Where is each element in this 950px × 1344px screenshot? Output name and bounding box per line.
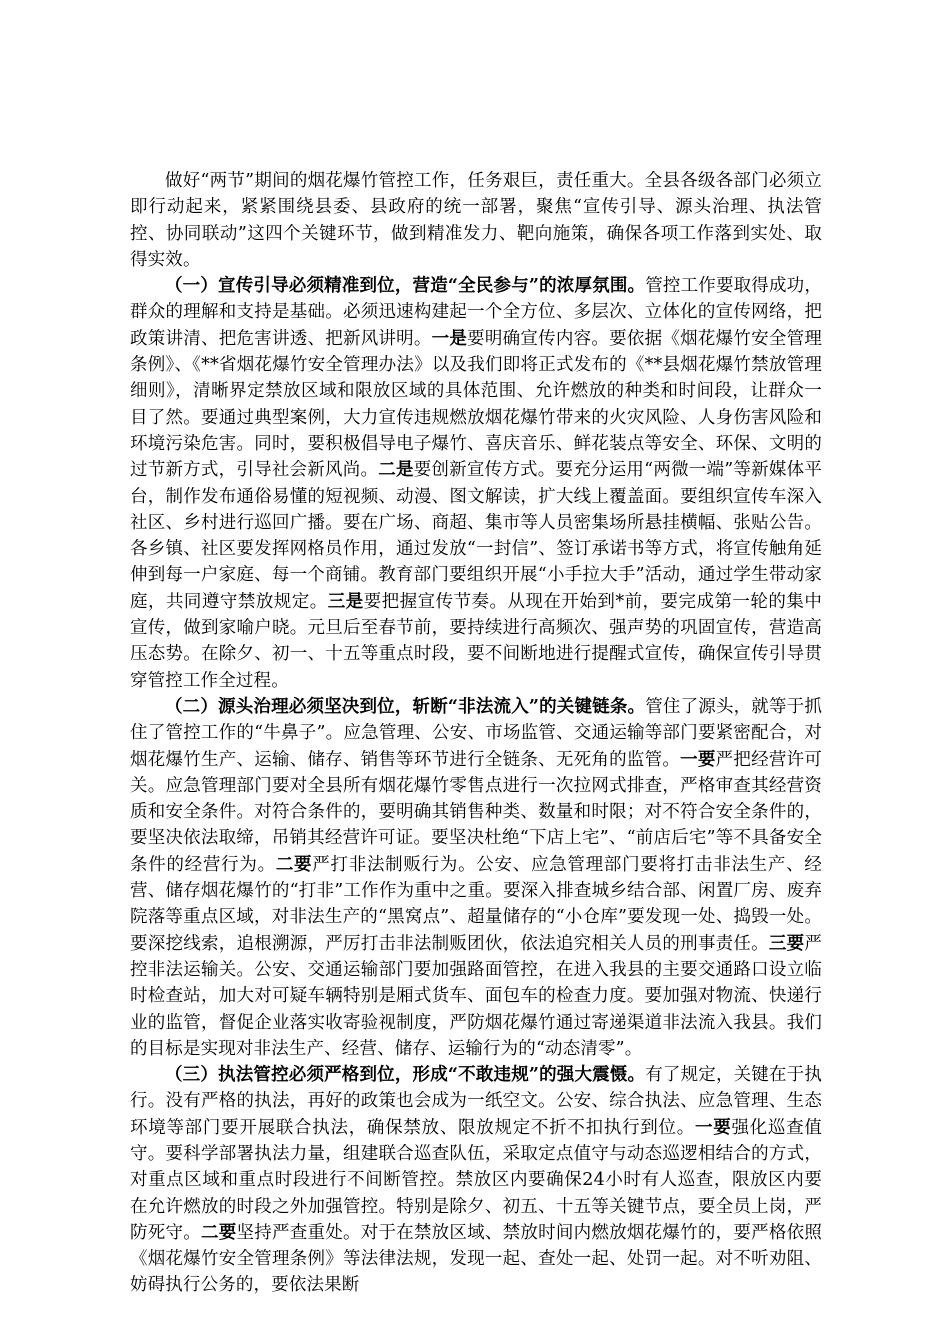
section-lead: 有了规定，关键在于执行。没有严格的执法，再好的政策也会成为一纸空文。公安、综合执法、应急管理、生态环境等部门要开展联合执法，确保禁放、限放规定不折不扣执行到位。 <box>130 1065 822 1138</box>
intro-paragraph <box>130 168 822 273</box>
point-keyword: 三是 <box>327 591 364 612</box>
point-text: 严控非法运输关。公安、交通运输部门要加强路面管控，在进入我县的主要交通路口设立临时检查站，加大对可疑车辆特别是厢式货车、面包车的检查力度。要加强对物流、快递行业的监管，督促企业落实收寄验视制度，严防烟花爆竹通过寄递渠道非法流入我县。我们的目标是实现对非法生产、经营、储存、运输行为的“动态清零”。 <box>130 933 822 1059</box>
point-text: 要创新宣传方式。要充分运用“两微一端”等新媒体平台，制作发布通俗易懂的短视频、动漫、图文解读，扩大线上覆盖面。要组织宣传车深入社区、乡村进行巡回广播。要在广场、商超、集市等人员密集场所悬挂横幅、张贴公告。各乡镇、社区要发挥网格员作用，通过发放“一封信”、签订承诺书等方式，将宣传触角延伸到每一户家庭、每一个商铺。教育部门要组织开展“小手拉大手”活动，通过学生带动家庭，共同遵守禁放规定。 <box>130 460 822 612</box>
section-lead: 管住了源头，就等于抓住了管控工作的“牛鼻子”。应急管理、公安、市场监管、交通运输等部门要紧密配合，对烟花爆竹生产、运输、储存、销售等环节进行全链条、无死角的监管。 <box>130 696 822 770</box>
point-keyword: 二要 <box>200 1222 237 1243</box>
point-text: 坚持严查重处。对于在禁放区域、禁放时间内燃放烟花爆竹的，要严格依照《烟花爆竹安全管理条例》等法律法规，发现一起、查处一起、处罚一起。对不听劝阻、妨碍执行公务的，要依法果断 <box>130 1222 822 1296</box>
point-text: 要明确宣传内容。要依据《烟花爆竹安全管理条例》、《**省烟花爆竹安全管理办法》以及我们即将正式发布的《**县烟花爆竹禁放管理细则》，清晰界定禁放区域和限放区域的具体范围、允许燃放的种类和时间段，让群众一目了然。要通过典型案例，大力宣传违规燃放烟花爆竹带来的火灾风险、人身伤害风险和环境污染危害。同时，要积极倡导电子爆竹、喜庆音乐、鲜花装点等安全、环保、文明的过节新方式，引导社会新风尚。 <box>130 328 822 481</box>
intro-text: 做好“两节”期间的烟花爆竹管控工作，任务艰巨，责任重大。全县各级各部门必须立即行动起来，紧紧围绕县委、县政府的统一部署，聚焦“宣传引导、源头治理、执法管控、协同联动”这四个关键环节，做到精准发力、靶向施策，确保各项工作落到实处、取得实效。 <box>130 171 822 270</box>
point-keyword: 二要 <box>275 854 313 875</box>
point-keyword: 一是 <box>431 328 468 349</box>
point-text: 严打非法制贩行为。公安、应急管理部门要将打击非法生产、经营、储存烟花爆竹的“打非”工作作为重中之重。要深入排查城乡结合部、闲置厂房、废弃院落等重点区域，对非法生产的“黑窝点”、超量储存的“小仓库”要发现一处、捣毁一处。要深挖线索，追根溯源，严厉打击非法制贩团伙，依法追究相关人员的刑事责任。 <box>130 854 822 954</box>
section-2-paragraph <box>130 694 822 1062</box>
section-heading: （三）执法管控必须严格到位，形成“不敢违规”的强大震慑。 <box>165 1065 646 1086</box>
point-text: 要把握宣传节奏。从现在开始到*前，要完成第一轮的集中宣传，做到家喻户晓。元旦后至春节前，要持续进行高频次、强声势的巩固宣传，营造高压态势。在除夕、初一、十五等重点时段，要不间断地进行提醒式宣传，确保宣传引导贯穿管控工作全过程。 <box>130 591 822 691</box>
section-heading: （一）宣传引导必须精准到位，营造“全民参与”的浓厚氛围。 <box>165 276 646 297</box>
point-text: 强化巡查值守。要科学部署执法力量，组建联合巡查队伍，采取定点值守与动态巡逻相结合的方式，对重点区域和重点时段进行不间断管控。禁放区内要确保24小时有人巡查，限放区内要在允许燃放的时段之外加强管控。特别是除夕、初五、十五等关键节点，要全员上岗，严防死守。 <box>130 1117 822 1243</box>
point-text: 严把经营许可关。应急管理部门要对全县所有烟花爆竹零售点进行一次拉网式排查，严格审查其经营资质和安全条件。对符合条件的，要明确其销售种类、数量和时限；对不符合安全条件的，要坚决依法取缔，吊销其经营许可证。要坚决杜绝“下店上宅”、“前店后宅”等不具备安全条件的经营行为。 <box>130 749 822 875</box>
point-keyword: 三要 <box>768 933 805 954</box>
point-keyword: 一要 <box>694 1117 732 1138</box>
section-heading: （二）源头治理必须坚决到位，斩断“非法流入”的关键链条。 <box>165 696 646 717</box>
section-lead: 管控工作要取得成功，群众的理解和支持是基础。必须迅速构建起一个全方位、多层次、立体化的宣传网络，把政策讲清、把危害讲透、把新风讲明。 <box>130 276 822 349</box>
point-keyword: 一要 <box>680 749 716 770</box>
section-3-paragraph <box>130 1062 822 1299</box>
section-1-paragraph <box>130 273 822 694</box>
point-keyword: 二是 <box>378 460 414 481</box>
